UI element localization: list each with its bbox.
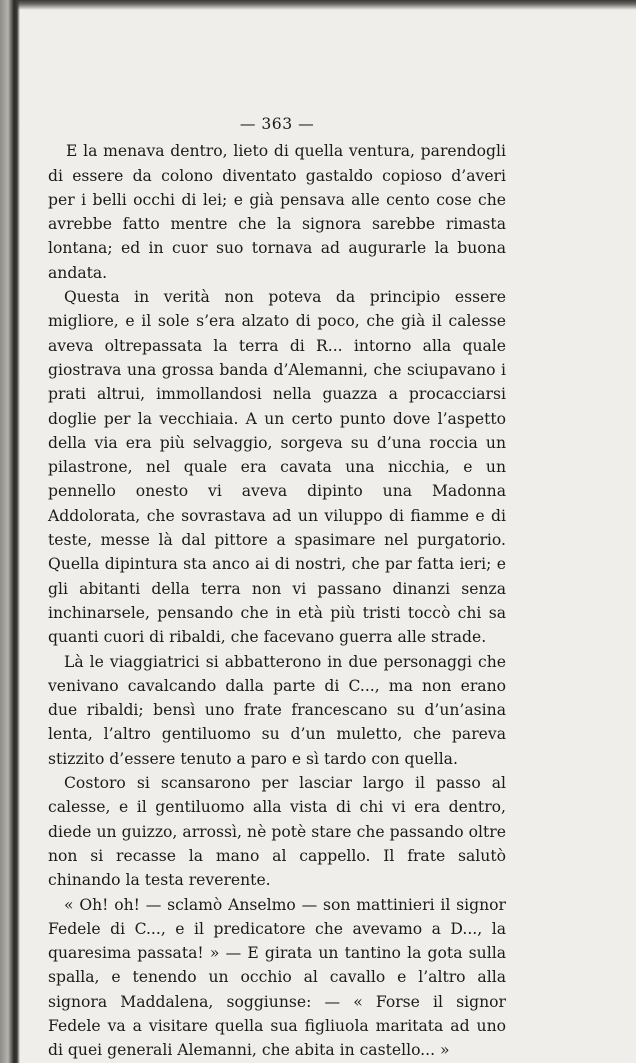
page-number: — 363 — [239,115,315,133]
paragraph-5: « Oh! oh! — sclamò Anselmo — son mattinieri il signor Fedele di C..., e il predicatore che avevamo a D..., la quaresima passata! » — E girata un tantino la gota sulla spalla, e tenendo un occhio al cavallo e l’altro alla signora Maddalena, soggiunse: — « Forse il signor Fedele va a visitare quella sua figliuola maritata ad uno di quei generali Alemanni, che abita in castello... » [48,895,506,1060]
paragraph-2: Questa in verità non poteva da principio essere migliore, e il sole s’era alzato di poco, che già il calesse aveva oltrepassata la terra di R... intorno alla quale giostrava una grossa banda d’Alemanni, che sciupavano i prati altrui, immollandosi nella guazza a procacciarsi doglie per la vecchiaia. A un certo punto dove l’aspetto della via era più selvaggio, sorgeva su d’una roccia un pilastrone, nel quale era cavata una nicchia, e un pennello onesto vi aveva dipinto una Madonna Addolorata, che sovrastava ad un viluppo di fiamme e di teste, messe là dal pittore a spasimare nel purgatorio. Quella dipintura sta anco ai di nostri, che par fatta ieri; e gli abitanti della terra non vi passano dinanzi senza inchinarsele, pensando che in età più tristi toccò chi sa quanti cuori di ribaldi, che facevano guerra alle strade. [48,288,506,647]
book-binding-edge [0,0,20,1063]
paragraph-1: E la menava dentro, lieto di quella ventura, parendogli di essere da colono diventato gastaldo copioso d’averi per i belli occhi di lei; e già pensava alle cento cose che avrebbe fatto mentre che la signora sarebbe rimasta lontana; ed in cuor suo tornava ad augurarle la buona andata. [48,142,506,282]
top-edge-shadow [0,0,636,10]
paragraph-4: Costoro si scansarono per lasciar largo il passo al calesse, e il gentiluomo alla vista di chi vi era dentro, diede un guizzo, arrossì, nè potè stare che passando oltre non si recasse la mano al cappello. Il frate salutò chinando la testa reverente. [48,774,506,890]
paragraph-3: Là le viaggiatrici si abbatterono in due personaggi che venivano cavalcando dalla parte di C..., ma non erano due ribaldi; bensì uno frate francescano su d’un’asina lenta, l’altro gentiluomo su d’un muletto, che pareva stizzito d’essere tenuto a paro e sì tardo con quella. [48,652,506,768]
text-block [48,112,506,1063]
